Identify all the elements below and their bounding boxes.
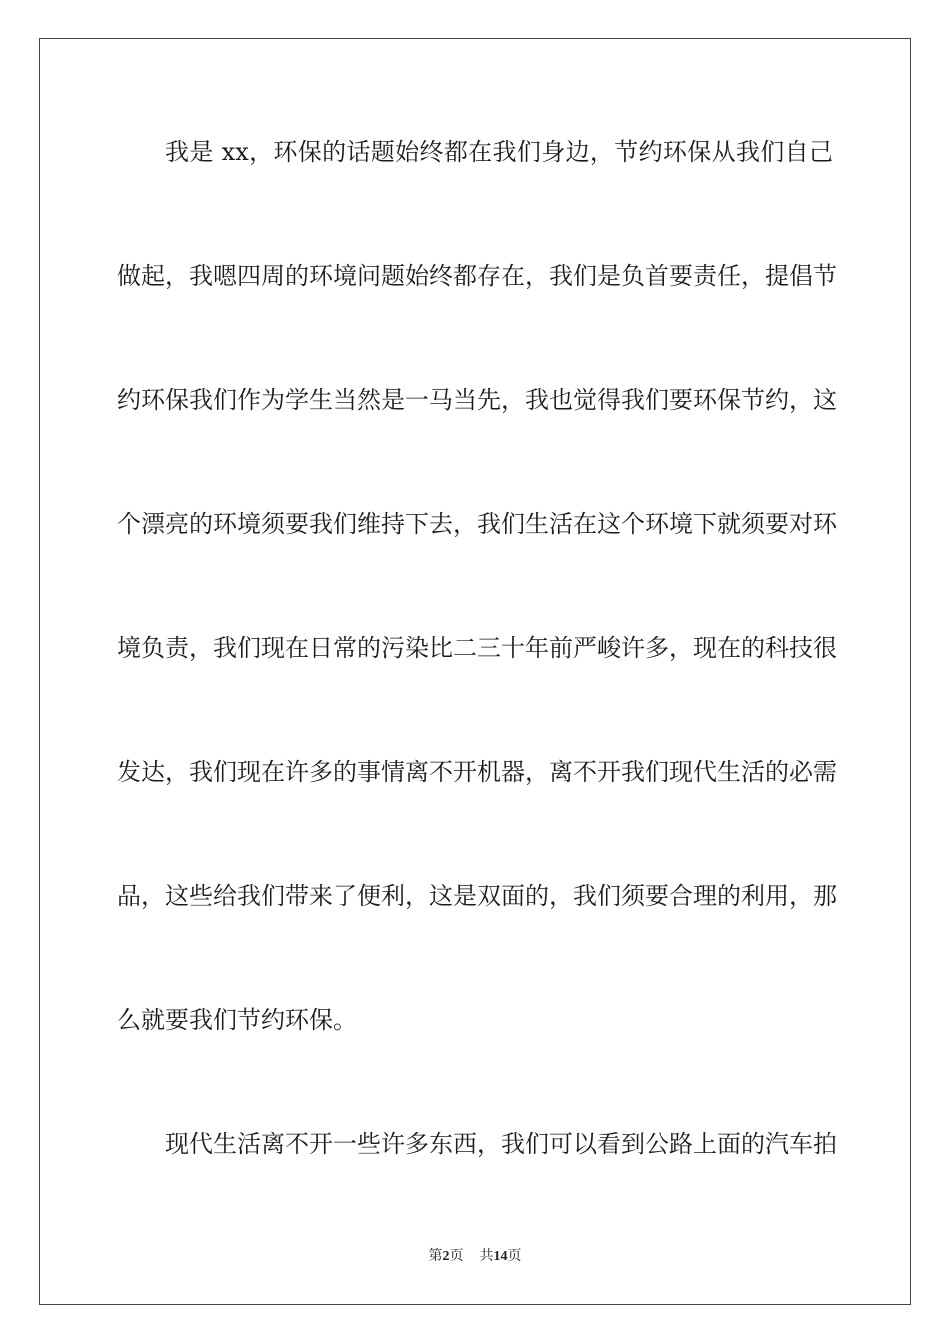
paragraph-1-line-2: 做起，我嗯四周的环境问题始终都存在，我们是负首要责任，提倡节: [117, 262, 837, 290]
page-footer: [0, 1248, 950, 1266]
footer-page-prefix: 第: [428, 1249, 443, 1264]
paragraph-1-line-4: 个漂亮的环境须要我们维持下去，我们生活在这个环境下就须要对环: [117, 510, 837, 538]
page-border: [39, 38, 911, 1305]
paragraph-1-line-6: 发达，我们现在许多的事情离不开机器，离不开我们现代生活的必需: [117, 758, 837, 786]
paragraph-1-line-3: 约环保我们作为学生当然是一马当先，我也觉得我们要环保节约，这: [117, 386, 837, 414]
footer-total-prefix: 共: [479, 1249, 494, 1264]
footer-total-pages: 14: [493, 1249, 508, 1264]
footer-page-suffix: 页: [449, 1249, 464, 1264]
footer-total-suffix: 页: [507, 1249, 522, 1264]
paragraph-2-line-1: 现代生活离不开一些许多东西，我们可以看到公路上面的汽车拍: [165, 1130, 837, 1158]
footer-page-number: 2: [442, 1249, 450, 1264]
paragraph-1-line-5: 境负责，我们现在日常的污染比二三十年前严峻许多，现在的科技很: [117, 634, 837, 662]
paragraph-1-line-7: 品，这些给我们带来了便利，这是双面的，我们须要合理的利用，那: [117, 882, 837, 910]
paragraph-1-line-1: 我是 xx，环保的话题始终都在我们身边，节约环保从我们自己: [165, 138, 833, 166]
paragraph-1-line-8: 么就要我们节约环保。: [117, 1006, 357, 1034]
